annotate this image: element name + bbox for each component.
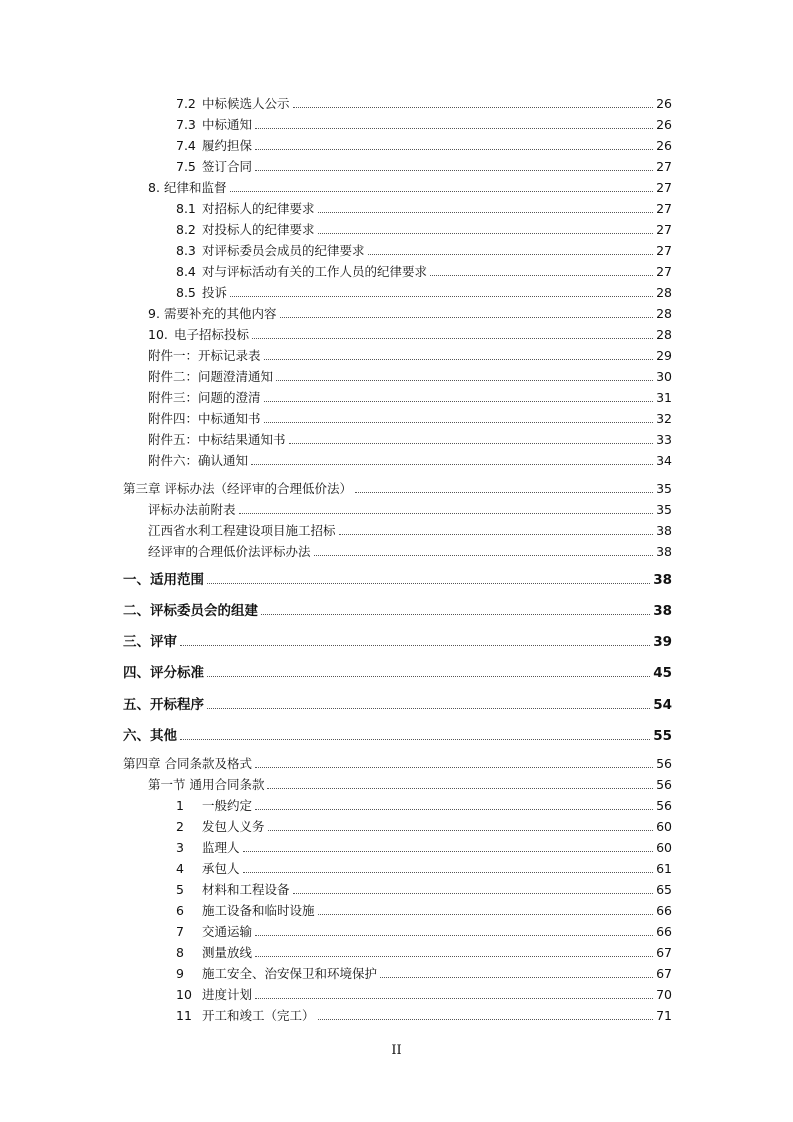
toc-entry-title: 开工和竣工（完工） xyxy=(202,1008,315,1023)
toc-entry-number: 9. xyxy=(148,306,160,321)
toc-entry[interactable] xyxy=(123,477,672,497)
toc-entry[interactable] xyxy=(176,794,672,814)
toc-entry-page: 26 xyxy=(656,138,672,153)
toc-entry-page: 38 xyxy=(656,544,672,559)
toc-entry[interactable] xyxy=(176,857,672,877)
toc-entry[interactable] xyxy=(148,773,672,793)
dot-leader xyxy=(380,977,653,978)
toc-entry[interactable] xyxy=(148,407,672,427)
toc-entry-page: 67 xyxy=(656,945,672,960)
toc-entry-title: 三、评审 xyxy=(123,634,177,650)
toc-entry-number: 10. xyxy=(148,327,168,342)
toc-entry-page: 26 xyxy=(656,117,672,132)
toc-entry-title: 测量放线 xyxy=(202,945,253,960)
toc-entry-page: 27 xyxy=(656,159,672,174)
toc-entry[interactable] xyxy=(176,899,672,919)
dot-leader xyxy=(355,492,653,493)
toc-entry-title: 附件四：中标通知书 xyxy=(148,411,261,426)
toc-entry-number: 8.4 xyxy=(176,264,196,279)
toc-entry-title: 五、开标程序 xyxy=(123,697,204,713)
dot-leader xyxy=(264,401,654,402)
toc-entry-number: 6 xyxy=(176,903,184,918)
toc-entry-page: 27 xyxy=(656,222,672,237)
dot-leader xyxy=(268,830,654,831)
toc-entry-title: 承包人 xyxy=(202,861,240,876)
dot-leader xyxy=(280,317,654,318)
toc-entry-number: 10 xyxy=(176,987,192,1002)
dot-leader xyxy=(255,935,653,936)
toc-entry-number: 7.3 xyxy=(176,117,196,132)
toc-entry[interactable] xyxy=(176,920,672,940)
dot-leader xyxy=(207,708,650,709)
toc-entry-page: 30 xyxy=(656,369,672,384)
toc-entry-title: 纪律和监督 xyxy=(164,180,227,195)
toc-entry-title: 附件一：开标记录表 xyxy=(148,348,261,363)
toc-entry-title: 附件三：问题的澄清 xyxy=(148,390,261,405)
toc-entry-title: 施工安全、治安保卫和环境保护 xyxy=(202,966,378,981)
toc-entry-page: 55 xyxy=(653,728,672,744)
toc-entry-page: 29 xyxy=(656,348,672,363)
toc-entry-title: 履约担保 xyxy=(202,138,253,153)
toc-entry-page: 65 xyxy=(656,882,672,897)
toc-entry[interactable] xyxy=(123,724,672,744)
toc-entry-page: 28 xyxy=(656,306,672,321)
dot-leader xyxy=(255,170,653,171)
dot-leader xyxy=(264,422,654,423)
dot-leader xyxy=(267,788,653,789)
toc-entry-number: 7 xyxy=(176,924,184,939)
toc-entry[interactable] xyxy=(176,281,672,301)
toc-entry-title: 电子招标投标 xyxy=(174,327,250,342)
toc-entry[interactable] xyxy=(176,134,672,154)
toc-entry[interactable] xyxy=(123,568,672,588)
dot-leader xyxy=(255,149,653,150)
toc-entry[interactable] xyxy=(176,197,672,217)
toc-entry[interactable] xyxy=(176,92,672,112)
dot-leader xyxy=(207,583,650,584)
toc-entry[interactable] xyxy=(123,630,672,650)
toc-entry[interactable] xyxy=(176,983,672,1003)
toc-entry-page: 67 xyxy=(656,966,672,981)
dot-leader xyxy=(318,233,654,234)
dot-leader xyxy=(239,513,654,514)
toc-entry[interactable] xyxy=(176,218,672,238)
toc-entry-title: 第四章 合同条款及格式 xyxy=(123,756,252,771)
dot-leader xyxy=(255,998,653,999)
toc-entry-page: 27 xyxy=(656,201,672,216)
toc-entry-page: 56 xyxy=(656,756,672,771)
toc-entry-title: 需要补充的其他内容 xyxy=(164,306,277,321)
dot-leader xyxy=(243,851,654,852)
toc-entry-page: 66 xyxy=(656,903,672,918)
dot-leader xyxy=(243,872,654,873)
toc-entry-title: 江西省水利工程建设项目施工招标 xyxy=(148,523,336,538)
toc-entry[interactable] xyxy=(148,302,672,322)
dot-leader xyxy=(255,956,653,957)
toc-entry-title: 监理人 xyxy=(202,840,240,855)
toc-entry-title: 第三章 评标办法（经评审的合理低价法） xyxy=(123,481,352,496)
toc-entry-page: 27 xyxy=(656,264,672,279)
toc-entry[interactable] xyxy=(148,344,672,364)
toc-entry-page: 26 xyxy=(656,96,672,111)
toc-entry-title: 对与评标活动有关的工作人员的纪律要求 xyxy=(202,264,428,279)
dot-leader xyxy=(230,191,654,192)
toc-entry[interactable] xyxy=(148,428,672,448)
dot-leader xyxy=(252,338,653,339)
toc-entry-number: 8.5 xyxy=(176,285,196,300)
toc-entry[interactable] xyxy=(148,323,672,343)
toc-entry-title: 对招标人的纪律要求 xyxy=(202,201,315,216)
toc-entry-page: 35 xyxy=(656,481,672,496)
toc-entry-title: 发包人义务 xyxy=(202,819,265,834)
toc-entry-title: 一般约定 xyxy=(202,798,253,813)
toc-entry[interactable] xyxy=(123,752,672,772)
dot-leader xyxy=(339,534,654,535)
page-number: II xyxy=(391,1043,402,1058)
toc-entry[interactable] xyxy=(176,239,672,259)
toc-entry-title: 附件五：中标结果通知书 xyxy=(148,432,286,447)
toc-entry[interactable] xyxy=(148,386,672,406)
toc-entry[interactable] xyxy=(176,836,672,856)
toc-entry-number: 1 xyxy=(176,798,184,813)
toc-entry-number: 8 xyxy=(176,945,184,960)
toc-entry[interactable] xyxy=(176,1004,672,1024)
toc-entry-number: 4 xyxy=(176,861,184,876)
toc-entry[interactable] xyxy=(148,498,672,518)
toc-entry-number: 5 xyxy=(176,882,184,897)
toc-entry-number: 7.5 xyxy=(176,159,196,174)
toc-entry-number: 11 xyxy=(176,1008,192,1023)
toc-entry-page: 34 xyxy=(656,453,672,468)
toc-entry-title: 一、适用范围 xyxy=(123,572,204,588)
toc-entry-number: 8.3 xyxy=(176,243,196,258)
toc-entry-page: 38 xyxy=(653,603,672,619)
toc-entry[interactable] xyxy=(176,962,672,982)
toc-entry[interactable] xyxy=(148,449,672,469)
dot-leader xyxy=(368,254,654,255)
toc-entry-page: 38 xyxy=(653,572,672,588)
toc-entry-title: 投诉 xyxy=(202,285,228,300)
dot-leader xyxy=(276,380,653,381)
toc-entry[interactable] xyxy=(176,878,672,898)
toc-entry-page: 27 xyxy=(656,243,672,258)
toc-entry-page: 61 xyxy=(656,861,672,876)
toc-entry-page: 38 xyxy=(656,523,672,538)
toc-entry-title: 经评审的合理低价法评标办法 xyxy=(148,544,311,559)
toc-entry-number: 9 xyxy=(176,966,184,981)
toc-entry-title: 材料和工程设备 xyxy=(202,882,290,897)
toc-entry-title: 对投标人的纪律要求 xyxy=(202,222,315,237)
dot-leader xyxy=(251,464,653,465)
toc-entry-page: 31 xyxy=(656,390,672,405)
dot-leader xyxy=(230,296,653,297)
toc-entry-number: 7.2 xyxy=(176,96,196,111)
toc-entry-title: 交通运输 xyxy=(202,924,253,939)
dot-leader xyxy=(255,809,653,810)
toc-entry-title: 进度计划 xyxy=(202,987,253,1002)
toc-entry[interactable] xyxy=(148,540,672,560)
dot-leader xyxy=(255,767,653,768)
toc-entry-page: 56 xyxy=(656,777,672,792)
dot-leader xyxy=(264,359,654,360)
toc-entry-number: 2 xyxy=(176,819,184,834)
toc-entry[interactable] xyxy=(176,155,672,175)
toc-entry-title: 六、其他 xyxy=(123,728,177,744)
dot-leader xyxy=(180,739,650,740)
toc-entry-number: 7.4 xyxy=(176,138,196,153)
toc-entry-page: 71 xyxy=(656,1008,672,1023)
toc-entry-title: 对评标委员会成员的纪律要求 xyxy=(202,243,365,258)
toc-entry[interactable] xyxy=(123,599,672,619)
toc-entry-title: 第一节 通用合同条款 xyxy=(148,777,265,792)
toc-entry-title: 施工设备和临时设施 xyxy=(202,903,315,918)
toc-entry-title: 附件六：确认通知 xyxy=(148,453,249,468)
dot-leader xyxy=(255,128,653,129)
toc-entry-title: 二、评标委员会的组建 xyxy=(123,603,258,619)
toc-entry[interactable] xyxy=(176,815,672,835)
toc-entry-page: 28 xyxy=(656,285,672,300)
dot-leader xyxy=(318,212,654,213)
toc-entry-page: 60 xyxy=(656,819,672,834)
toc-entry-page: 56 xyxy=(656,798,672,813)
dot-leader xyxy=(180,645,650,646)
dot-leader xyxy=(430,275,653,276)
toc-entry-title: 中标通知 xyxy=(202,117,253,132)
dot-leader xyxy=(314,555,654,556)
toc-entry-page: 35 xyxy=(656,502,672,517)
toc-entry-page: 33 xyxy=(656,432,672,447)
toc-entry-page: 70 xyxy=(656,987,672,1002)
dot-leader xyxy=(293,107,654,108)
toc-entry-page: 60 xyxy=(656,840,672,855)
toc-entry-page: 27 xyxy=(656,180,672,195)
toc-entry-number: 8.1 xyxy=(176,201,196,216)
toc-entry-title: 评标办法前附表 xyxy=(148,502,236,517)
toc-entry[interactable] xyxy=(123,693,672,713)
toc-entry-title: 签订合同 xyxy=(202,159,253,174)
toc-entry-page: 45 xyxy=(653,665,672,681)
toc-entry[interactable] xyxy=(176,113,672,133)
toc-entry[interactable] xyxy=(123,661,672,681)
toc-entry[interactable] xyxy=(176,941,672,961)
toc-entry-page: 39 xyxy=(653,634,672,650)
toc-entry-title: 附件二：问题澄清通知 xyxy=(148,369,274,384)
toc-entry-number: 8.2 xyxy=(176,222,196,237)
toc-entry-number: 3 xyxy=(176,840,184,855)
toc-entry-page: 66 xyxy=(656,924,672,939)
dot-leader xyxy=(261,614,650,615)
toc-entry-page: 54 xyxy=(653,697,672,713)
toc-entry-title: 中标候选人公示 xyxy=(202,96,290,111)
toc-entry[interactable] xyxy=(176,260,672,280)
toc-entry-page: 28 xyxy=(656,327,672,342)
toc-entry[interactable] xyxy=(148,365,672,385)
toc-entry-page: 32 xyxy=(656,411,672,426)
toc-entry[interactable] xyxy=(148,176,672,196)
dot-leader xyxy=(293,893,654,894)
dot-leader xyxy=(318,914,654,915)
toc-entry-title: 四、评分标准 xyxy=(123,665,204,681)
dot-leader xyxy=(289,443,654,444)
toc-entry-number: 8. xyxy=(148,180,160,195)
dot-leader xyxy=(207,676,650,677)
toc-entry[interactable] xyxy=(148,519,672,539)
dot-leader xyxy=(318,1019,654,1020)
